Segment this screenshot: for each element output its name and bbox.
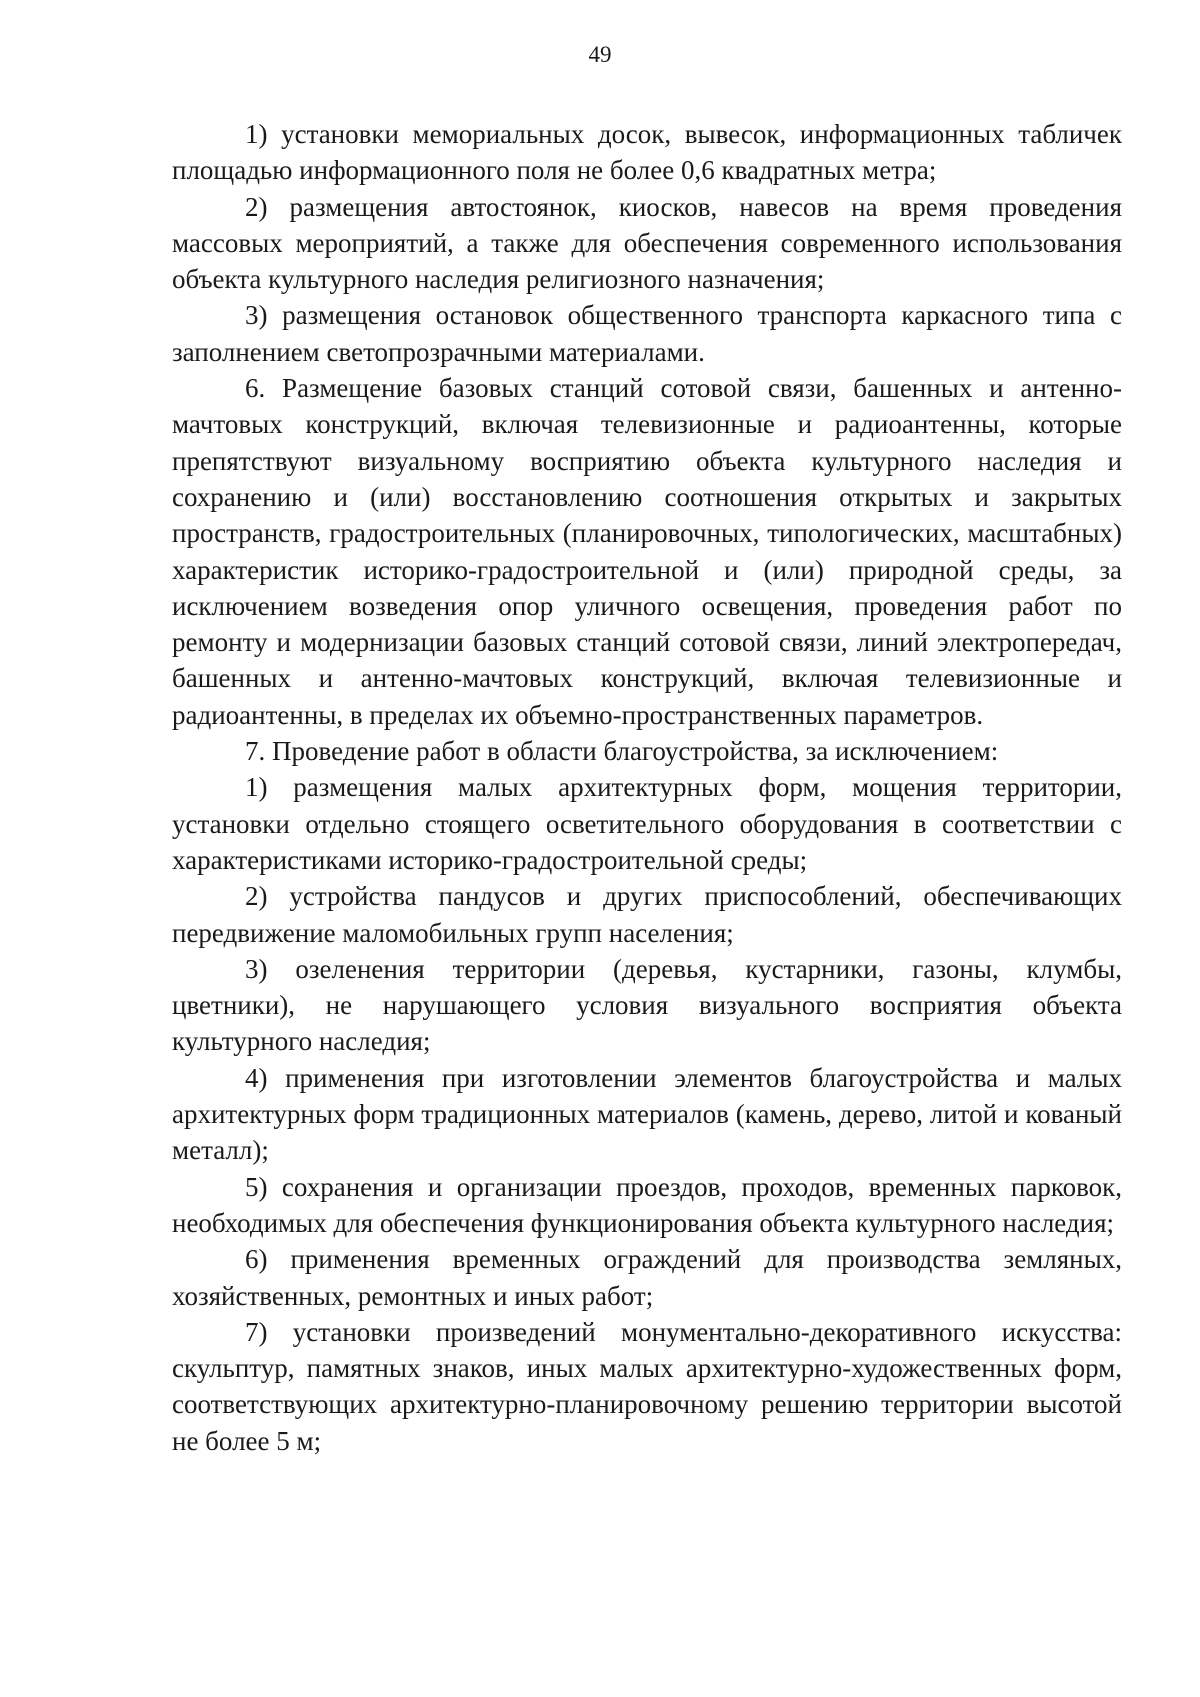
paragraph-item-1-small-forms: 1) размещения малых архитектурных форм, мощения территории, установки отдельно стоящего осветительного оборудования в соответствии с характеристиками историко-градостроительной среды; (172, 772, 1122, 875)
paragraph-item-7-monuments: 7) установки произведений монументально-декоративного искусства: скульптур, памятных знаков, иных малых архитектурно-художественных форм, соответствующих архитектурно-планировочному решению территории высотой не более 5 м; (172, 1316, 1122, 1456)
paragraph-item-4-materials: 4) применения при изготовлении элементов благоустройства и малых архитектурных форм традиционных материалов (камень, дерево, литой и кованый металл); (172, 1062, 1122, 1166)
paragraph-item-2-parking-kiosks: 2) размещения автостоянок, киосков, навесов на время проведения массовых мероприятий, а также для обеспечения современного использования объекта культурного наследия религиозного назначения; (172, 191, 1122, 295)
paragraph-item-1-memorial-plaques: 1) установки мемориальных досок, вывесок, информационных табличек площадью информационного поля не более 0,6 квадратных метра; (172, 119, 1122, 186)
paragraph-item-2-ramps: 2) устройства пандусов и других приспособлений, обеспечивающих передвижение маломобильных групп населения; (172, 881, 1122, 948)
paragraph-item-5-driveways: 5) сохранения и организации проездов, проходов, временных парковок, необходимых для обеспечения функционирования объекта культурного наследия; (172, 1171, 1122, 1238)
document-body (172, 116, 1122, 1459)
paragraph-item-3-greening: 3) озеленения территории (деревья, кустарники, газоны, клумбы, цветники), не нарушающего условия визуального восприятия объекта культурного наследия; (172, 953, 1122, 1057)
page-number: 49 (588, 42, 612, 67)
paragraph-item-6-fences: 6) применения временных ограждений для производства земляных, хозяйственных, ремонтных и иных работ; (172, 1244, 1122, 1311)
paragraph-item-3-transport-stops: 3) размещения остановок общественного транспорта каркасного типа с заполнением светопрозрачными материалами. (172, 300, 1122, 367)
paragraph-section-6-base-stations: 6. Размещение базовых станций сотовой связи, башенных и антенно-мачтовых конструкций, включая телевизионные и радиоантенны, которые препятствуют визуальному восприятию объекта культурного наследия и сохранению и (или) восстановлению соотношения открытых и закрытых пространств, градостроительных (планировочных, типологических, масштабных) характеристик историко-градостроительной и (или) природной среды, за исключением возведения опор уличного освещения, проведения работ по ремонту и модернизации базовых станций сотовой связи, линий электропередач, башенных и антенно-мачтовых конструкций, включая телевизионные и радиоантенны, в пределах их объемно-пространственных параметров. (172, 373, 1122, 730)
paragraph-section-7-landscaping: 7. Проведение работ в области благоустройства, за исключением: (245, 736, 999, 767)
